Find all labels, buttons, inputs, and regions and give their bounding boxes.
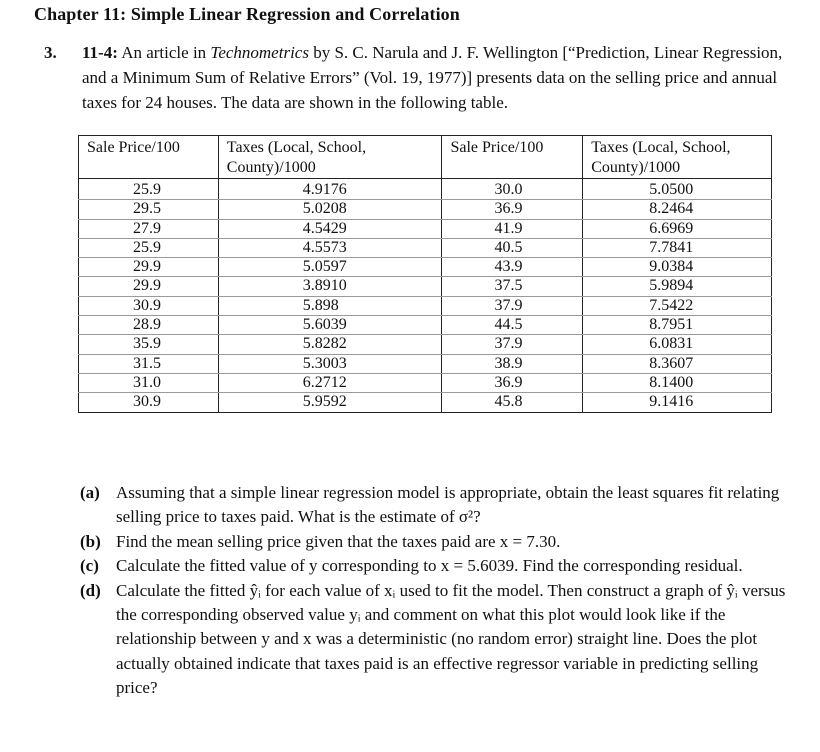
table-header-row: [79, 136, 772, 179]
taxes-cell: 9.1416: [583, 393, 772, 412]
taxes-cell: 5.898: [218, 296, 442, 315]
header-sale-price-1: Sale Price/100: [79, 136, 219, 179]
table-row: [79, 354, 772, 373]
journal-name: Technometrics: [210, 43, 309, 62]
table-row: [79, 296, 772, 315]
sale-price-cell: 29.9: [79, 277, 219, 296]
sale-price-cell: 29.5: [79, 200, 219, 219]
question-text: Assuming that a simple linear regression model is appropriate, obtain the least squares fit relating selling price to taxes paid. What is the estimate of σ²?: [116, 483, 780, 527]
taxes-cell: 6.0831: [583, 335, 772, 354]
data-table: [78, 135, 772, 413]
sale-price-cell: 30.9: [79, 296, 219, 315]
taxes-cell: 8.3607: [583, 354, 772, 373]
question-item: [80, 481, 792, 530]
question-list: [80, 481, 792, 701]
sale-price-cell: 43.9: [442, 258, 583, 277]
sale-price-cell: 37.9: [442, 335, 583, 354]
taxes-cell: 4.5573: [218, 238, 442, 257]
taxes-cell: 5.0597: [218, 258, 442, 277]
taxes-cell: 5.3003: [218, 354, 442, 373]
table-row: [79, 277, 772, 296]
table-row: [79, 335, 772, 354]
chapter-title: Chapter 11: Simple Linear Regression and Correlation: [34, 4, 460, 24]
question-item: [80, 530, 792, 554]
taxes-cell: 4.5429: [218, 219, 442, 238]
sale-price-cell: 37.5: [442, 277, 583, 296]
sale-price-cell: 44.5: [442, 316, 583, 335]
question-item: [80, 554, 792, 578]
taxes-cell: 5.0500: [583, 179, 772, 200]
header-sale-price-2: Sale Price/100: [442, 136, 583, 179]
question-label: (c): [80, 556, 99, 576]
question-label: (d): [80, 580, 101, 600]
sale-price-cell: 25.9: [79, 179, 219, 200]
taxes-cell: 5.9894: [583, 277, 772, 296]
taxes-cell: 8.7951: [583, 316, 772, 335]
header-taxes-1: Taxes (Local, School, County)/1000: [218, 136, 442, 179]
table-row: [79, 316, 772, 335]
sale-price-cell: 30.0: [442, 179, 583, 200]
sale-price-cell: 35.9: [79, 335, 219, 354]
sale-price-cell: 37.9: [442, 296, 583, 315]
sale-price-cell: 41.9: [442, 219, 583, 238]
taxes-cell: 5.8282: [218, 335, 442, 354]
table-body: [79, 179, 772, 413]
taxes-cell: 3.8910: [218, 277, 442, 296]
table-row: [79, 373, 772, 392]
sale-price-cell: 36.9: [442, 200, 583, 219]
taxes-cell: 6.6969: [583, 219, 772, 238]
problem-statement: [44, 40, 796, 115]
question-text: Calculate the fitted value of y corresponding to x = 5.6039. Find the corresponding residual.: [116, 556, 743, 576]
sale-price-cell: 25.9: [79, 238, 219, 257]
sale-price-cell: 31.5: [79, 354, 219, 373]
taxes-cell: 5.9592: [218, 393, 442, 412]
taxes-cell: 5.6039: [218, 316, 442, 335]
problem-text-before: An article in: [117, 43, 211, 62]
table-row: [79, 179, 772, 200]
question-label: (a): [80, 483, 100, 502]
taxes-cell: 8.2464: [583, 200, 772, 219]
header-taxes-2: Taxes (Local, School, County)/1000: [583, 136, 772, 179]
sale-price-cell: 45.8: [442, 393, 583, 412]
taxes-cell: 8.1400: [583, 373, 772, 392]
taxes-cell: 6.2712: [218, 373, 442, 392]
sale-price-cell: 30.9: [79, 393, 219, 412]
sale-price-cell: 29.9: [79, 258, 219, 277]
table-row: [79, 238, 772, 257]
sale-price-cell: 40.5: [442, 238, 583, 257]
table-row: [79, 393, 772, 412]
table-row: [79, 258, 772, 277]
taxes-cell: 9.0384: [583, 258, 772, 277]
taxes-cell: 5.0208: [218, 200, 442, 219]
problem-text-after: by S. C. Narula and J. F. Wellington [“Prediction, Linear Regression, and a Minimum Sum of Relative Errors” (Vol. 19, 1977)] presents data on the selling price and annual taxes for 24 houses. The data are shown in the following table.: [82, 43, 783, 112]
sale-price-cell: 28.9: [79, 316, 219, 335]
problem-id: 11-4:: [82, 43, 118, 62]
question-label: (b): [80, 531, 101, 551]
taxes-cell: 7.5422: [583, 296, 772, 315]
table-row: [79, 200, 772, 219]
question-text: Find the mean selling price given that the taxes paid are x = 7.30.: [116, 531, 561, 551]
table-row: [79, 219, 772, 238]
taxes-cell: 4.9176: [218, 179, 442, 200]
sale-price-cell: 27.9: [79, 219, 219, 238]
problem-number: 3.: [44, 43, 57, 62]
problem-text: [82, 40, 796, 115]
sale-price-cell: 36.9: [442, 373, 583, 392]
sale-price-cell: 38.9: [442, 354, 583, 373]
taxes-cell: 7.7841: [583, 238, 772, 257]
question-item: [80, 579, 792, 701]
question-text: Calculate the fitted ŷᵢ for each value of xᵢ used to fit the model. Then construct a graph of ŷᵢ versus the corresponding observed value yᵢ and comment on what this plot would look like if the relationship between y and x was a deterministic (no random error) straight line. Does the plot actually obtained indicate that taxes paid is an effective regressor variable in predicting selling price?: [116, 580, 786, 698]
sale-price-cell: 31.0: [79, 373, 219, 392]
